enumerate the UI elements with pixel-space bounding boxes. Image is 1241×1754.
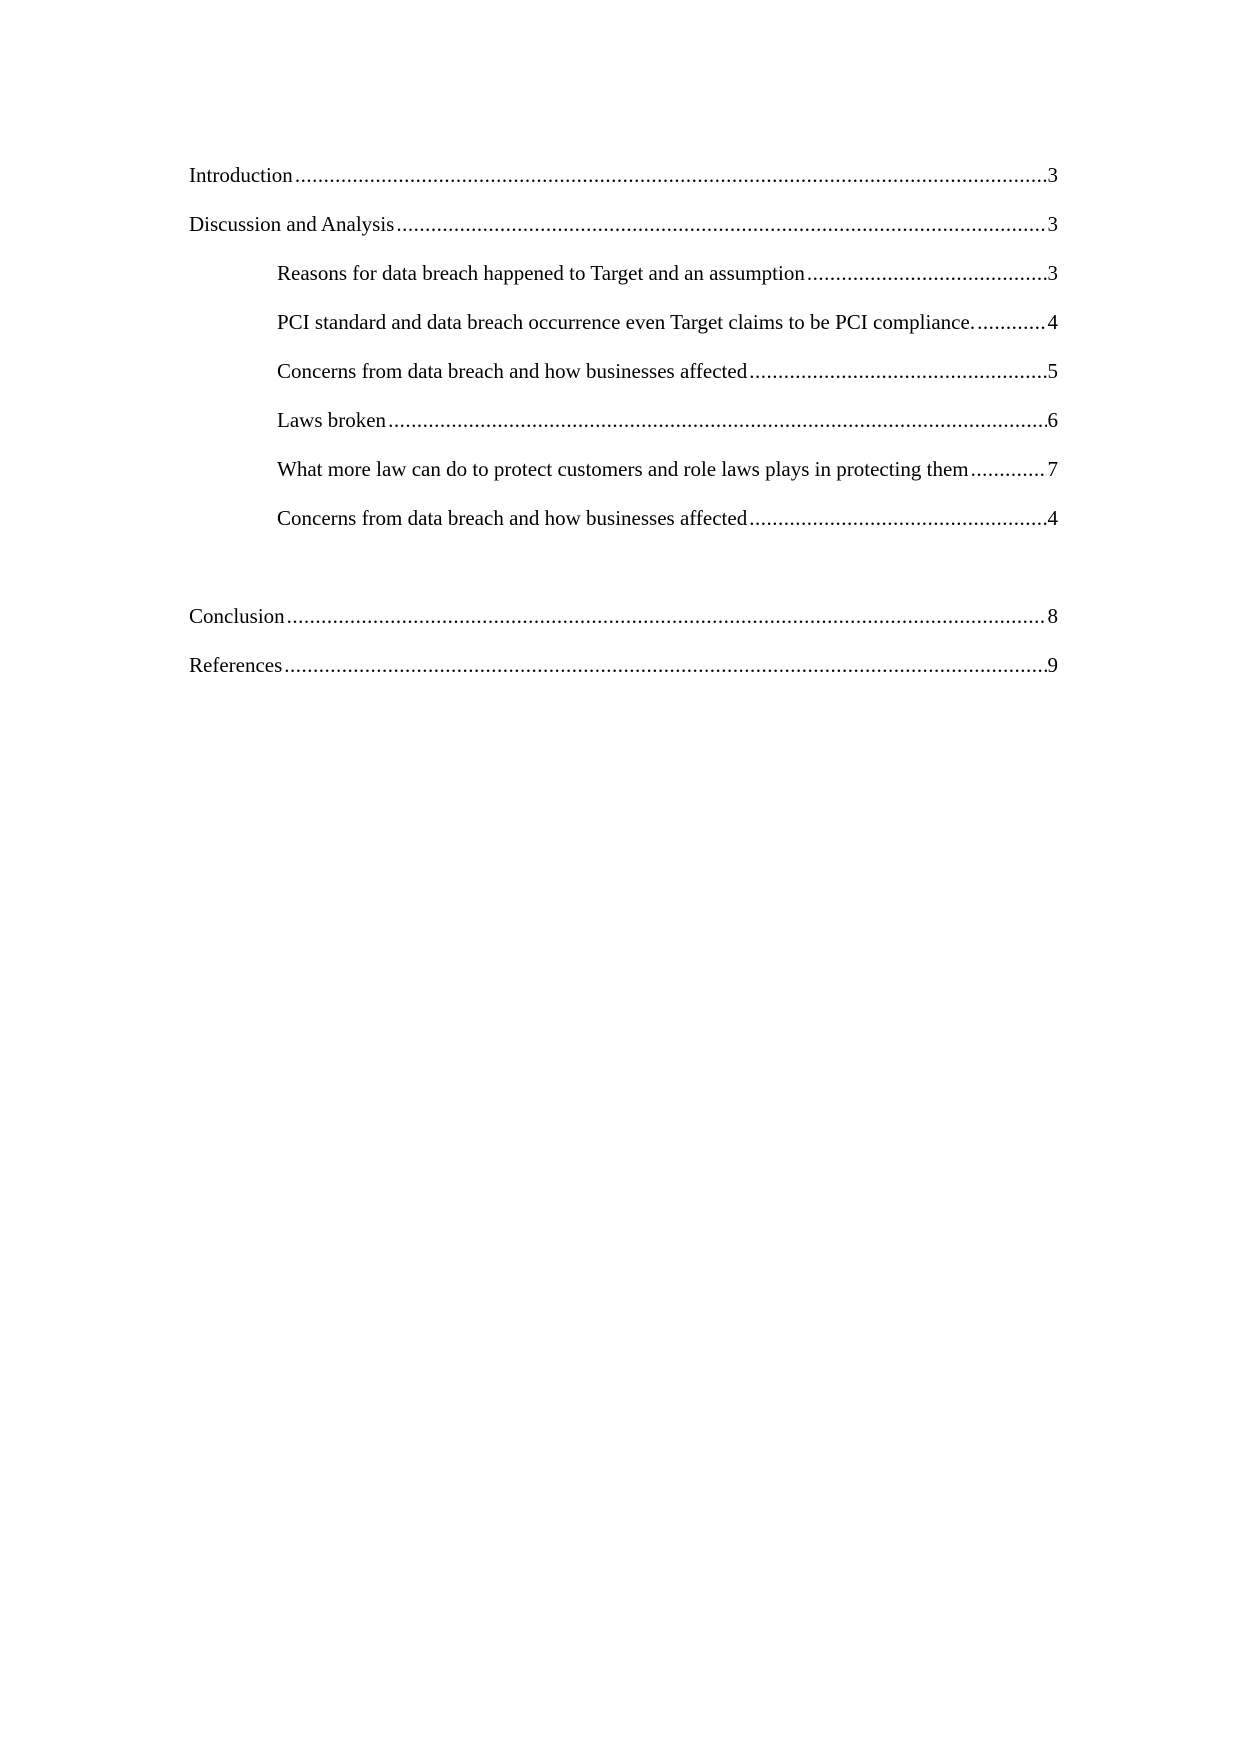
toc-entry-page-number: 4 bbox=[1047, 310, 1058, 334]
table-of-contents bbox=[189, 159, 1058, 698]
toc-entry-title: Discussion and Analysis bbox=[189, 212, 395, 236]
toc-entry-page-number: 7 bbox=[1047, 457, 1058, 481]
toc-entry-page-number: 3 bbox=[1047, 163, 1058, 187]
toc-entry-title: PCI standard and data breach occurrence even Target claims to be PCI compliance. bbox=[277, 310, 976, 334]
dot-leader bbox=[977, 306, 1046, 338]
toc-entry-discussion-and-analysis[interactable] bbox=[189, 208, 1058, 257]
toc-entry-page-number: 5 bbox=[1047, 359, 1058, 383]
toc-entry-page-number: 3 bbox=[1047, 212, 1058, 236]
toc-entry-title: Conclusion bbox=[189, 604, 285, 628]
dot-leader bbox=[287, 600, 1047, 632]
toc-entry-page-number: 8 bbox=[1047, 604, 1058, 628]
toc-entry-reasons-for-data-breach[interactable] bbox=[189, 257, 1058, 306]
toc-entry-page-number: 3 bbox=[1047, 261, 1058, 285]
toc-entry-concerns-from-data-breach-2[interactable] bbox=[189, 502, 1058, 551]
dot-leader bbox=[749, 355, 1046, 387]
toc-entry-references[interactable] bbox=[189, 649, 1058, 698]
toc-entry-concerns-from-data-breach[interactable] bbox=[189, 355, 1058, 404]
toc-entry-title: Concerns from data breach and how businesses affected bbox=[277, 506, 748, 530]
dot-leader bbox=[388, 404, 1046, 436]
dot-leader bbox=[284, 649, 1046, 681]
toc-entry-title: Introduction bbox=[189, 163, 293, 187]
toc-entry-page-number: 6 bbox=[1047, 408, 1058, 432]
dot-leader bbox=[295, 159, 1047, 191]
dot-leader bbox=[807, 257, 1047, 289]
dot-leader bbox=[749, 502, 1046, 534]
toc-entry-title: Laws broken bbox=[277, 408, 387, 432]
toc-entry-page-number: 9 bbox=[1047, 653, 1058, 677]
toc-entry-title: What more law can do to protect customers and role laws plays in protecting them bbox=[277, 457, 969, 481]
toc-entry-page-number: 4 bbox=[1047, 506, 1058, 530]
toc-entry-conclusion[interactable] bbox=[189, 600, 1058, 649]
toc-entry-pci-standard[interactable] bbox=[189, 306, 1058, 355]
toc-entry-title: References bbox=[189, 653, 283, 677]
toc-spacer bbox=[189, 551, 1058, 600]
dot-leader bbox=[396, 208, 1046, 240]
toc-entry-laws-broken[interactable] bbox=[189, 404, 1058, 453]
toc-entry-what-more-law-can-do[interactable] bbox=[189, 453, 1058, 502]
dot-leader bbox=[971, 453, 1047, 485]
toc-entry-title: Concerns from data breach and how businesses affected bbox=[277, 359, 748, 383]
toc-entry-title: Reasons for data breach happened to Target and an assumption bbox=[277, 261, 805, 285]
toc-entry-introduction[interactable] bbox=[189, 159, 1058, 208]
